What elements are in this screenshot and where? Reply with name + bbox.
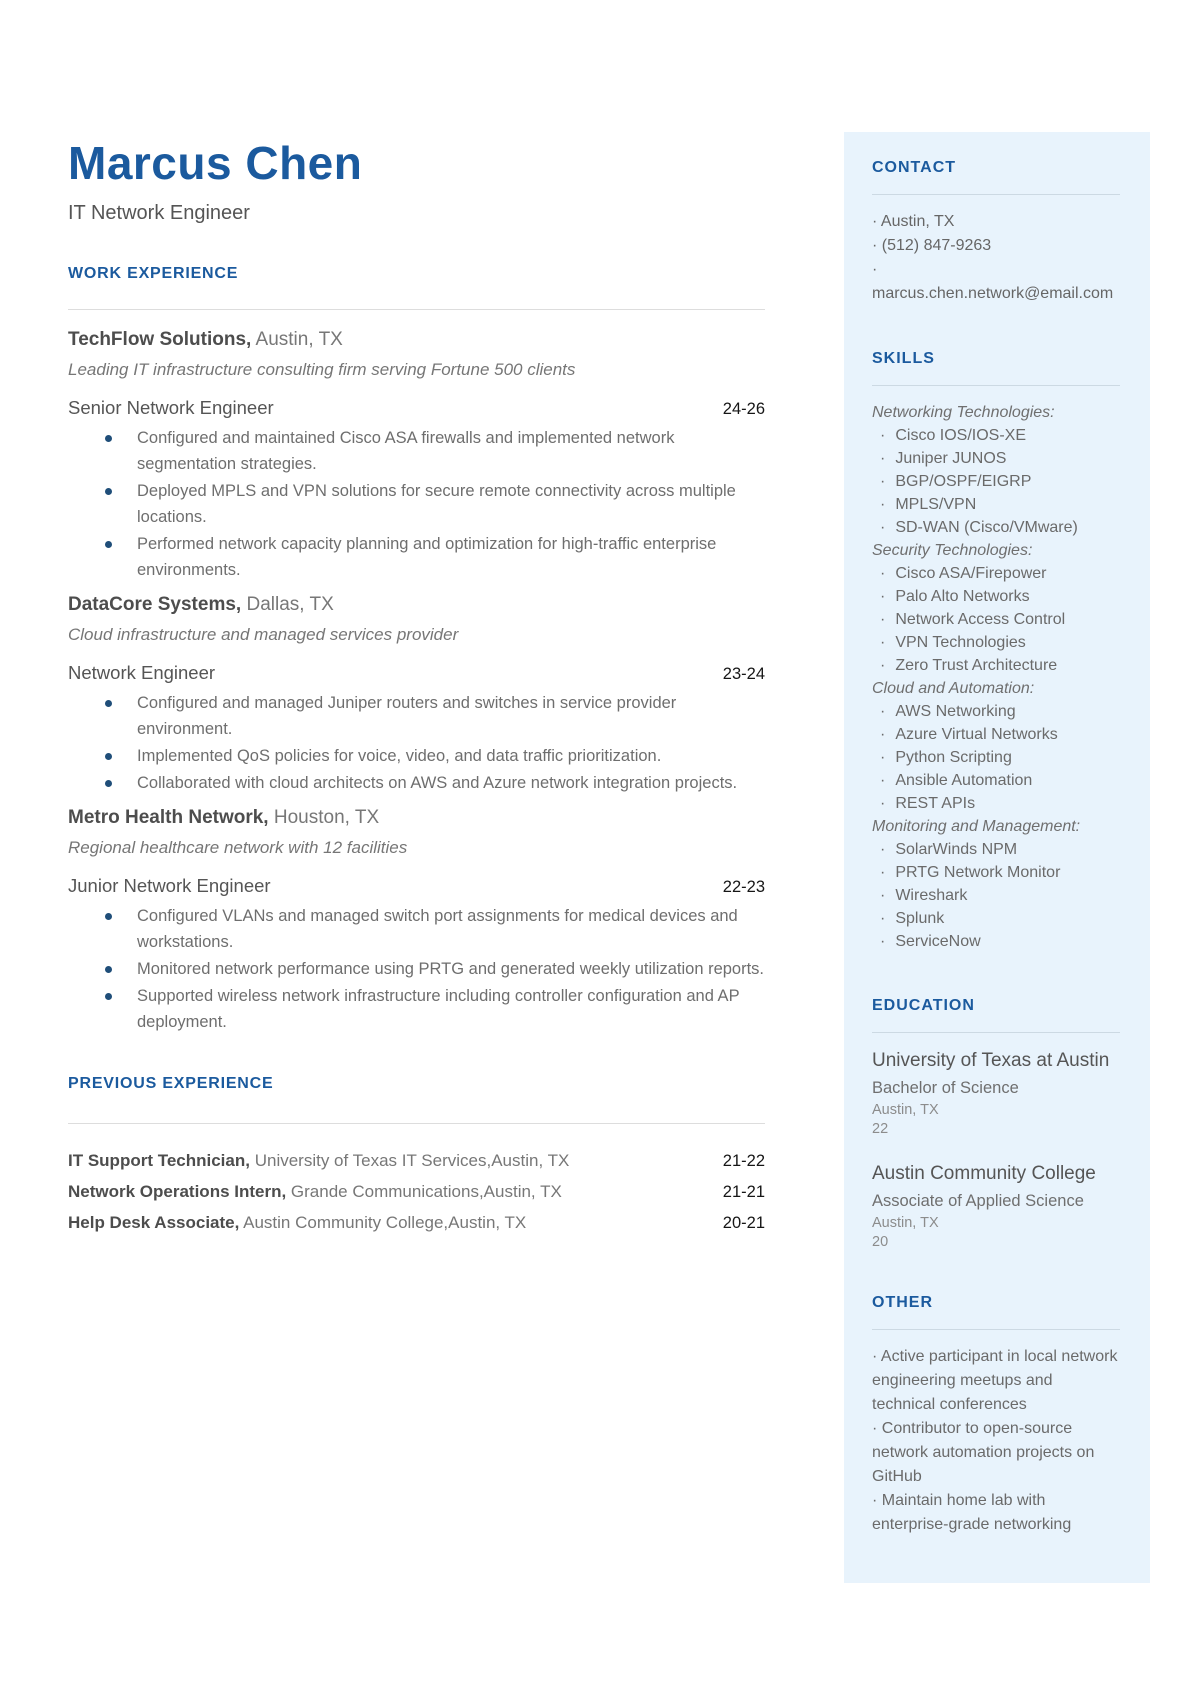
bullet-item: Performed network capacity planning and optimization for high-traffic enterprise environments. xyxy=(68,531,765,583)
company-name: TechFlow Solutions, xyxy=(68,329,252,350)
skill-item: · Juniper JUNOS xyxy=(872,447,1120,470)
skill-group-label: Networking Technologies: xyxy=(872,404,1055,421)
contact-email: · marcus.chen.network@email.com xyxy=(872,258,1120,306)
company-description: Leading IT infrastructure consulting firm serving Fortune 500 clients xyxy=(68,360,576,379)
section-divider xyxy=(68,1123,765,1124)
role-row xyxy=(68,397,765,419)
person-name: Marcus Chen xyxy=(68,137,363,189)
skill-item: · SD-WAN (Cisco/VMware) xyxy=(872,516,1120,539)
skill-item: · Splunk xyxy=(872,907,1120,930)
skill-item: · Azure Virtual Networks xyxy=(872,723,1120,746)
previous-role-dates: 21-22 xyxy=(722,1152,765,1170)
skill-item: · Network Access Control xyxy=(872,608,1120,631)
role-dates: 24-26 xyxy=(722,400,765,418)
previous-role-text xyxy=(68,1179,562,1204)
previous-role-row xyxy=(68,1148,765,1174)
contact-phone: · (512) 847-9263 xyxy=(872,234,1120,258)
school-year: 20 xyxy=(872,1234,889,1250)
other-item: · Active participant in local network engineering meetups and technical conferences xyxy=(872,1345,1120,1417)
skill-item: · MPLS/VPN xyxy=(872,493,1120,516)
role-title: Junior Network Engineer xyxy=(68,875,271,896)
previous-role-title: Network Operations Intern, xyxy=(68,1182,287,1201)
sidebar-divider xyxy=(872,194,1120,195)
skill-item: · Cisco IOS/IOS-XE xyxy=(872,424,1120,447)
role-row xyxy=(68,875,765,897)
company-name: Metro Health Network, xyxy=(68,807,269,828)
previous-role-org: University of Texas IT Services,Austin, TX xyxy=(249,1151,570,1170)
company-header xyxy=(68,593,765,617)
sidebar-divider xyxy=(872,385,1120,386)
skill-item: · ServiceNow xyxy=(872,930,1120,953)
previous-role-text xyxy=(68,1210,526,1235)
role-bullet-list xyxy=(68,903,765,1035)
bullet-item: Deployed MPLS and VPN solutions for secure remote connectivity across multiple locations. xyxy=(68,478,765,530)
previous-role-dates: 21-21 xyxy=(722,1183,765,1201)
skill-item: · Wireshark xyxy=(872,884,1120,907)
role-dates: 22-23 xyxy=(722,878,765,896)
work-experience-heading: WORK EXPERIENCE xyxy=(68,265,239,282)
skill-list xyxy=(872,838,1120,953)
skill-item: · Ansible Automation xyxy=(872,769,1120,792)
skill-group-label: Monitoring and Management: xyxy=(872,818,1081,835)
other-item: · Maintain home lab with enterprise-grade networking xyxy=(872,1489,1120,1537)
contact-location: · Austin, TX xyxy=(872,210,1120,234)
skill-group-label: Cloud and Automation: xyxy=(872,680,1035,697)
skill-item: · SolarWinds NPM xyxy=(872,838,1120,861)
previous-role-org: Grande Communications,Austin, TX xyxy=(286,1182,562,1201)
previous-role-org: Austin Community College,Austin, TX xyxy=(239,1213,527,1232)
skill-item: · AWS Networking xyxy=(872,700,1120,723)
company-location: Houston, TX xyxy=(268,807,380,828)
previous-role-text xyxy=(68,1148,569,1173)
school-degree: Bachelor of Science xyxy=(872,1079,1019,1097)
bullet-item: Configured and managed Juniper routers and switches in service provider environment. xyxy=(68,690,765,742)
role-bullet-list xyxy=(68,425,765,583)
company-location: Dallas, TX xyxy=(241,594,334,615)
school-location: Austin, TX xyxy=(872,1215,939,1231)
previous-role-row xyxy=(68,1179,765,1205)
skill-item: · BGP/OSPF/EIGRP xyxy=(872,470,1120,493)
bullet-item: Configured and maintained Cisco ASA firewalls and implemented network segmentation strategies. xyxy=(68,425,765,477)
role-row xyxy=(68,662,765,684)
skill-item: · Python Scripting xyxy=(872,746,1120,769)
previous-experience-heading: PREVIOUS EXPERIENCE xyxy=(68,1075,274,1092)
skill-item: · REST APIs xyxy=(872,792,1120,815)
bullet-item: Implemented QoS policies for voice, video, and data traffic prioritization. xyxy=(68,743,765,769)
skill-item: · Zero Trust Architecture xyxy=(872,654,1120,677)
role-bullet-list xyxy=(68,690,765,796)
person-job-title: IT Network Engineer xyxy=(68,202,250,224)
skill-list xyxy=(872,562,1120,677)
previous-role-title: IT Support Technician, xyxy=(68,1151,250,1170)
sidebar-divider xyxy=(872,1329,1120,1330)
role-dates: 23-24 xyxy=(722,665,765,683)
skill-list xyxy=(872,424,1120,539)
company-header xyxy=(68,806,765,830)
other-item: · Contributor to open-source network automation projects on GitHub xyxy=(872,1417,1120,1489)
education-entry xyxy=(872,1161,1120,1250)
previous-role-title: Help Desk Associate, xyxy=(68,1213,240,1232)
skill-item: · VPN Technologies xyxy=(872,631,1120,654)
bullet-item: Collaborated with cloud architects on AWS and Azure network integration projects. xyxy=(68,770,765,796)
skill-item: · PRTG Network Monitor xyxy=(872,861,1120,884)
company-header xyxy=(68,328,765,352)
skill-list xyxy=(872,700,1120,815)
school-location: Austin, TX xyxy=(872,1102,939,1118)
company-description: Regional healthcare network with 12 facilities xyxy=(68,838,408,857)
education-entry xyxy=(872,1048,1120,1137)
contact-heading: CONTACT xyxy=(872,159,957,176)
main-column xyxy=(68,138,765,1236)
skill-group-label: Security Technologies: xyxy=(872,542,1033,559)
bullet-item: Monitored network performance using PRTG and generated weekly utilization reports. xyxy=(68,956,765,982)
school-name: University of Texas at Austin xyxy=(872,1050,1110,1071)
education-heading: EDUCATION xyxy=(872,997,975,1014)
school-degree: Associate of Applied Science xyxy=(872,1192,1084,1210)
company-description: Cloud infrastructure and managed services provider xyxy=(68,625,459,644)
sidebar xyxy=(844,132,1150,1583)
skill-item: · Palo Alto Networks xyxy=(872,585,1120,608)
previous-role-row xyxy=(68,1210,765,1236)
school-year: 22 xyxy=(872,1121,889,1137)
section-divider xyxy=(68,309,765,310)
bullet-item: Configured VLANs and managed switch port assignments for medical devices and workstations. xyxy=(68,903,765,955)
bullet-item: Supported wireless network infrastructure including controller configuration and AP deployment. xyxy=(68,983,765,1035)
company-name: DataCore Systems, xyxy=(68,594,242,615)
role-title: Network Engineer xyxy=(68,662,216,683)
role-title: Senior Network Engineer xyxy=(68,397,274,418)
skills-heading: SKILLS xyxy=(872,350,935,367)
company-location: Austin, TX xyxy=(251,329,343,350)
previous-role-dates: 20-21 xyxy=(722,1214,765,1232)
skill-item: · Cisco ASA/Firepower xyxy=(872,562,1120,585)
other-heading: OTHER xyxy=(872,1294,933,1311)
sidebar-divider xyxy=(872,1032,1120,1033)
school-name: Austin Community College xyxy=(872,1163,1096,1184)
